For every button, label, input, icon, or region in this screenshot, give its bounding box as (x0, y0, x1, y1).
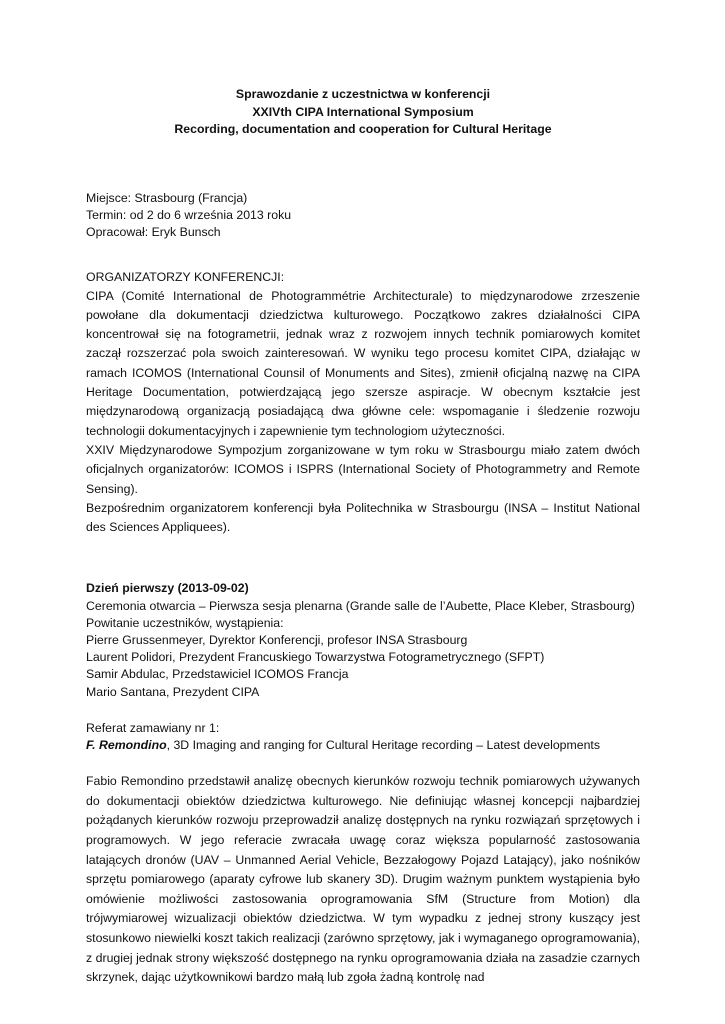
meta-term: Termin: od 2 do 6 września 2013 roku (86, 207, 292, 222)
organizers-paragraph-2: XXIV Międzynarodowe Sympozjum zorganizowane w tym roku w Strasbourgu miało zatem dwóch oficjalnych organizatorów: ICOMOS i ISPRS (International Society of Photogrammetry and Remote Sensing). (86, 442, 640, 496)
meta-block (86, 190, 640, 242)
referat-label: Referat zamawiany nr 1: (86, 720, 220, 735)
referat-title: , 3D Imaging and ranging for Cultural Heritage recording – Latest developments (166, 738, 600, 753)
day1-line-6: Mario Santana, Prezydent CIPA (86, 684, 260, 699)
referat-author: F. Remondino (86, 738, 167, 753)
day1-line-3: Pierre Grussenmeyer, Dyrektor Konferencji, profesor INSA Strasbourg (86, 633, 468, 648)
organizers-paragraph-3: Bezpośrednim organizatorem konferencji była Politechnika w Strasbourgu (INSA – Institut National des Sciences Appliquees). (86, 500, 640, 535)
meta-place: Miejsce: Strasbourg (Francja) (86, 190, 248, 205)
referat-entry (86, 737, 640, 754)
day1-section (86, 580, 640, 987)
day1-line-2: Powitanie uczestników, wystąpienia: (86, 615, 284, 630)
referat-summary: Fabio Remondino przedstawił analizę obecnych kierunków rozwoju technik pomiarowych używanych do dokumentacji obiektów dziedzictwa kulturowego. Nie definiując własnej koncepcji najbardziej pożądanych kierunków rozwoju przeprowadził analizę dostępnych na rynku rozwiązań sprzętowych i programowych. W jego referacie zwracała uwagę coraz większa popularność zastosowania latających dronów (UAV – Unmanned Aerial Vehicle, Bezzałogowy Pojazd Latający), jako nośników sprzętu pomiarowego (aparaty cyfrowe lub skanery 3D). Drugim ważnym punktem wystąpienia było omówienie możliwości zastosowania oprogramowania SfM (Structure from Motion) dla trójwymiarowej wizualizacji obiektów dziedzictwa. W tym wypadku z jednej strony kuszący jest stosunkowo niewielki koszt takich realizacji (zarówno sprzętowy, jak i wymaganego oprogramowania), z drugiej jednak strony większość dostępnego na rynku oprogramowania działa na zasadzie czarnych skrzynek, dając użytkownikowi bardzo małą lub zgoła żadną kontrolę nad (86, 774, 640, 985)
document-title (86, 86, 640, 139)
day1-line-4: Laurent Polidori, Prezydent Francuskiego Towarzystwa Fotogrametrycznego (SFPT) (86, 650, 545, 665)
organizers-heading: ORGANIZATORZY KONFERENCJI: (86, 270, 285, 285)
document-page (86, 86, 640, 988)
title-line-1: Sprawozdanie z uczestnictwa w konferencji (235, 87, 491, 101)
organizers-paragraph-1: CIPA (Comité International de Photogrammétrie Architecturale) to międzynarodowe zrzeszenie powołane dla dokumentacji dziedzictwa kulturowego. Początkowo zakres działalności CIPA koncentrował się na fotogrametrii, jednak wraz z rozwojem innych technik pomiarowych komitet zaczął rozszerzać pola swoich zainteresowań. W wyniku tego procesu komitet CIPA, działając w ramach ICOMOS (International Counsil of Monuments and Sites), zmienił oficjalną nazwę na CIPA Heritage Documentation, potwierdzającą jego szersze aspiracje. W obecnym kształcie jest międzynarodową organizacją posiadającą dwa główne cele: wspomaganie i śledzenie rozwoju technologii dokumentacyjnych i zapewnienie tym technologiom użyteczności. (86, 288, 640, 438)
organizers-section (86, 269, 640, 537)
meta-author: Opracował: Eryk Bunsch (86, 225, 221, 240)
title-line-2: XXIVth CIPA International Symposium (252, 104, 474, 119)
day1-line-5: Samir Abdulac, Przedstawiciel ICOMOS Francja (86, 667, 349, 682)
day1-heading: Dzień pierwszy (2013-09-02) (86, 581, 249, 596)
day1-line-1: Ceremonia otwarcia – Pierwsza sesja plenarna (Grande salle de l’Aubette, Place Kleber, Strasbourg) (86, 598, 635, 613)
title-line-3: Recording, documentation and cooperation for Cultural Heritage (174, 122, 552, 137)
